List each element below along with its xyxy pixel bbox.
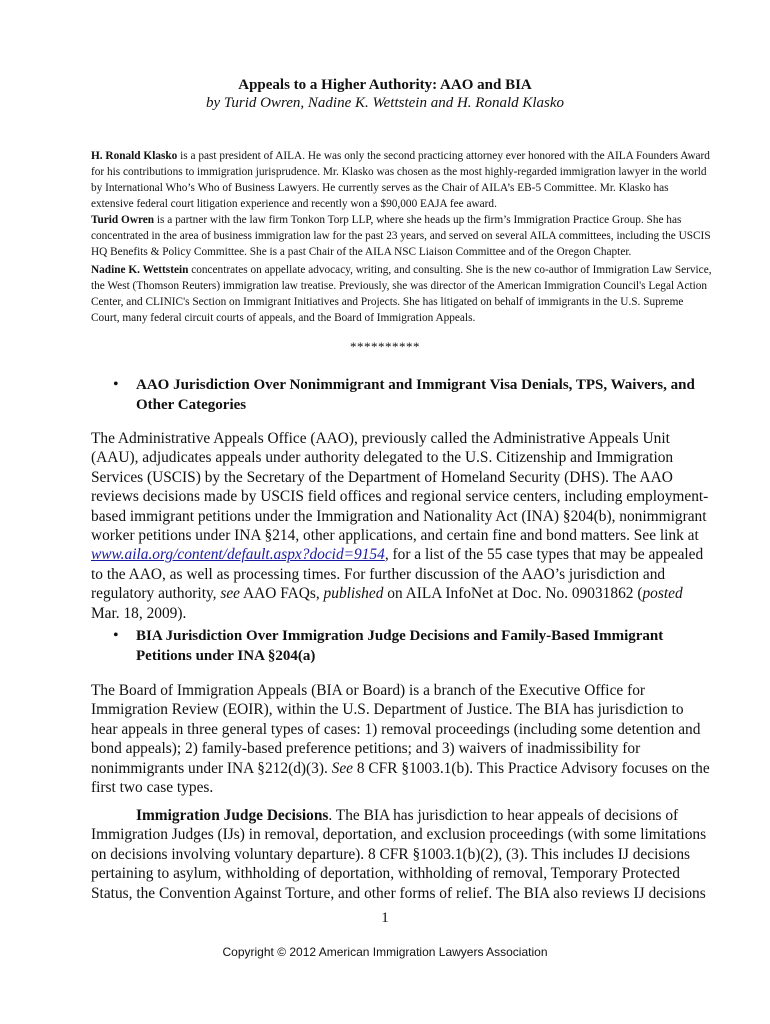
page-number: 1 [381,910,389,926]
section-heading-bia: BIA Jurisdiction Over Immigration Judge Decisions and Family-Based Immigrant Petitions under INA §204(a) [136,628,664,664]
text-run: on AILA InfoNet at Doc. No. 09031862 ( [383,585,643,603]
paragraph-aao [91,429,713,623]
text-run: AAO FAQs, [240,585,324,603]
bio-name: H. Ronald Klasko [91,150,178,162]
paragraph-bia [91,681,713,797]
text-run: The Board of Immigration Appeals (BIA or Board) is a branch of the Executive Office for Immigration Review (EOIR), within the U.S. Department of Justice. The BIA has jurisdiction to hear appeals in three general types of cases: 1) removal proceedings (including some detention and bond appeals); 2) family-based preference petitions; and 3) waivers of inadmissibility for nonimmigrants under INA §212(d)(3). [91,682,701,777]
bio-text: is a past president of AILA. He was only the second practicing attorney ever honored with the AILA Founders Award for his contributions to immigration jurisprudence. Mr. Klasko was chosen as the most highly-regarded immigration lawyer in the world by International Who’s Who of Business Lawyers. He currently serves as the Chair of AILA’s EB-5 Committee. Mr. Klasko has extensive federal court litigation experience and recently won a $90,000 EAJA fee award. [91,150,710,210]
copyright-footer: Copyright © 2012 American Immigration Lawyers Association [222,945,548,959]
text-run-italic: published [323,585,384,603]
bio-text: concentrates on appellate advocacy, writing, and consulting. She is the new co-author of Immigration Law Service, the West (Thomson Reuters) immigration law treatise. Previously, she was director of the American Immigration Council's Legal Action Center, and CLINIC's Section on Immigrant Initiatives and Projects. She has litigated on behalf of immigrants in the U.S. Supreme Court, many federal circuit courts of appeals, and the Board of Immigration Appeals. [91,264,712,324]
aila-docid-link[interactable]: www.aila.org/content/default.aspx?docid=9154 [91,546,385,564]
bio-owren [91,213,713,261]
section-heading-aao: AAO Jurisdiction Over Nonimmigrant and Immigrant Visa Denials, TPS, Waivers, and Other Categories [136,377,695,413]
document-byline: by Turid Owren, Nadine K. Wettstein and H. Ronald Klasko [205,95,565,111]
bio-text: is a partner with the law firm Tonkon Torp LLP, where she heads up the firm’s Immigration Practice Group. She has concentrated in the area of business immigration law for the past 23 years, and served on several AILA committees, including the USCIS HQ Benefits & Policy Committee. She is a past Chair of the AILA NSC Liaison Committee and of the Oregon Chapter. [91,214,711,258]
bio-name: Nadine K. Wettstein [91,264,189,276]
text-run-italic: see [220,585,241,603]
text-run-italic: posted [642,585,683,603]
bio-wettstein [91,263,713,327]
section-separator: ********** [350,339,420,354]
text-run: Mar. 18, 2009). [91,604,187,622]
bullet-icon: • [113,376,119,393]
text-run: 8 CFR §1003.1(b). This Practice Advisory focuses on the first two case types. [91,759,710,797]
bio-klasko [91,149,713,213]
bio-name: Turid Owren [91,214,155,226]
text-run: , for a list of the 55 case types that may be appealed to the AAO, as well as processing times. For further discussion of the AAO’s jurisdiction and regulatory authority, [91,546,704,603]
text-run: . The BIA has jurisdiction to hear appeals of decisions of Immigration Judges (IJs) in removal, deportation, and exclusion proceedings (with some limitations on decisions involving voluntary departure). 8 CFR §1003.1(b)(2), (3). This includes IJ decisions pertaining to asylum, withholding of deportation, withholding of removal, Temporary Protected Status, the Convention Against Torture, and other forms of relief. The BIA also reviews IJ decisions [91,807,707,902]
text-run-italic: See [331,759,354,777]
paragraph-ij-decisions [91,806,713,903]
bullet-icon: • [113,627,119,644]
text-run: The Administrative Appeals Office (AAO), previously called the Administrative Appeals Unit (AAU), adjudicates appeals under authority delegated to the U.S. Citizenship and Immigration Services (USCIS) by the Secretary of the Department of Homeland Security (DHS). The AAO reviews decisions made by USCIS field offices and regional service centers, including employment-based immigrant petitions under the Immigration and Nationality Act (INA) §204(b), nonimmigrant worker petitions under INA §214, other applications, and certain fine and bond matters. See link at [91,430,709,545]
document-title: Appeals to a Higher Authority: AAO and BIA [238,77,532,93]
paragraph-lead: Immigration Judge Decisions [136,807,329,824]
